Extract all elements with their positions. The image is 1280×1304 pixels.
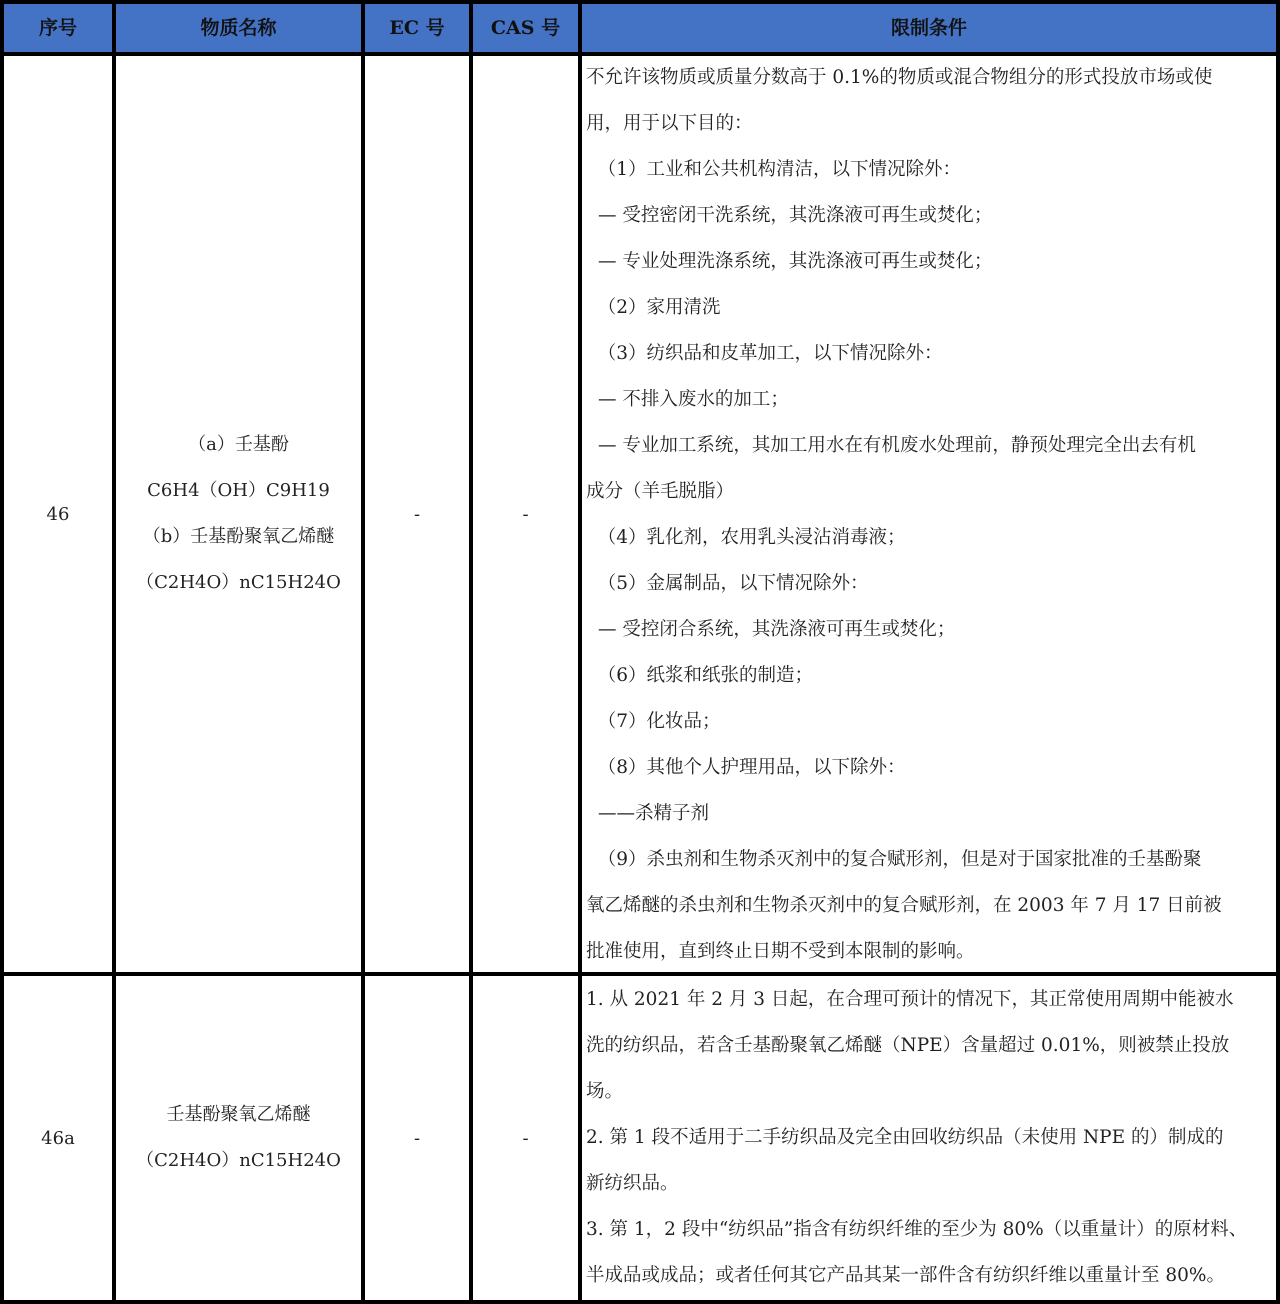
condition-line: 1. 从 2021 年 2 月 3 日起，在合理可预计的情况下，其正常使用周期中能被水 (586, 989, 1234, 1010)
condition-line: （5）金属制品，以下情况除外： (586, 573, 869, 594)
table-header (0, 0, 1280, 52)
condition-line: — 专业加工系统，其加工用水在有机废水处理前，静预处理完全出去有机 (598, 435, 1196, 456)
condition-line: — 受控闭合系统，其洗涤液可再生或焚化； (598, 619, 956, 640)
condition-line: 不允许该物质或质量分数高于 0.1%的物质或混合物组分的形式投放市场或使 (586, 67, 1213, 88)
grid-line-header-bottom (0, 52, 1280, 56)
header-cas-number: CAS 号 (490, 16, 561, 39)
condition-line: （4）乳化剂，农用乳头浸沾消毒液； (586, 527, 906, 548)
condition-line: （3）纺织品和皮革加工，以下情况除外： (586, 343, 943, 364)
condition-line: 批准使用，直到终止日期不受到本限制的影响。 (586, 941, 975, 962)
header-restriction-conditions: 限制条件 (890, 16, 967, 39)
condition-line: 3. 第 1，2 段中“纺织品”指含有纺织纤维的至少为 80%（以重量计）的原材料、 (586, 1219, 1248, 1240)
grid-line-top (0, 0, 1280, 4)
condition-line: ——杀精子剂 (598, 803, 710, 824)
condition-line: 成分（羊毛脱脂） (586, 481, 735, 502)
grid-line-row-divider (0, 972, 1280, 976)
name-line: C6H4（OH）C9H19 (147, 480, 330, 501)
condition-line: （1）工业和公共机构清洁，以下情况除外： (586, 159, 962, 180)
condition-line: — 专业处理洗涤系统，其洗涤液可再生或焚化； (598, 251, 993, 272)
name-line: （a）壬基酚 (188, 434, 289, 455)
grid-line-col1 (112, 0, 116, 1304)
header-ec-number: EC 号 (389, 16, 445, 39)
header-seq: 序号 (38, 16, 77, 39)
row-46a-seq: 46a (41, 1127, 75, 1149)
row-46-substance-name (116, 56, 361, 972)
condition-line: （8）其他个人护理用品，以下除外： (586, 757, 906, 778)
grid-line-col2 (361, 0, 365, 1304)
row-46-cas: - (522, 503, 529, 525)
condition-line: （9）杀虫剂和生物杀灭剂中的复合赋形剂，但是对于国家批准的壬基酚聚 (586, 849, 1202, 870)
condition-line: — 不排入废水的加工； (598, 389, 789, 410)
grid-line-col4 (578, 0, 582, 1304)
name-line: （b）壬基酚聚氧乙烯醚 (142, 526, 335, 547)
condition-line: — 受控密闭干洗系统，其洗涤液可再生或焚化； (598, 205, 993, 226)
name-line: （C2H4O）nC15H24O (136, 1150, 341, 1171)
grid-line-col3 (469, 0, 473, 1304)
row-46-seq: 46 (46, 503, 70, 525)
condition-line: 用，用于以下目的： (586, 113, 753, 134)
condition-line: （7）化妆品； (586, 711, 721, 732)
condition-line: 洗的纺织品，若含壬基酚聚氧乙烯醚（NPE）含量超过 0.01%，则被禁止投放 (586, 1035, 1230, 1056)
row-46-ec: - (413, 503, 421, 525)
grid-line-left (0, 0, 4, 1304)
name-line: （C2H4O）nC15H24O (136, 572, 341, 593)
name-line: 壬基酚聚氧乙烯醚 (166, 1104, 311, 1125)
condition-line: （2）家用清洗 (586, 297, 721, 318)
row-46a-cas: - (522, 1127, 529, 1149)
row-46a-ec: - (413, 1127, 421, 1149)
condition-line: （6）纸浆和纸张的制造； (586, 665, 814, 686)
grid-line-right (1276, 0, 1280, 1304)
condition-line: 半成品或成品；或者任何其它产品其某一部件含有纺织纤维以重量计至 80%。 (586, 1265, 1226, 1286)
condition-line: 场。 (586, 1081, 624, 1102)
row-46a-conditions (586, 977, 1276, 1299)
row-46-conditions (586, 55, 1276, 975)
condition-line: 2. 第 1 段不适用于二手纺织品及完全由回收纺织品（未使用 NPE 的）制成的 (586, 1127, 1224, 1148)
header-substance-name: 物质名称 (200, 16, 277, 39)
condition-line: 氧乙烯醚的杀虫剂和生物杀灭剂中的复合赋形剂，在 2003 年 7 月 17 日前被 (586, 895, 1222, 916)
grid-line-bottom (0, 1300, 1280, 1304)
condition-line: 新纺织品。 (586, 1173, 679, 1194)
row-46a-substance-name (116, 976, 361, 1300)
